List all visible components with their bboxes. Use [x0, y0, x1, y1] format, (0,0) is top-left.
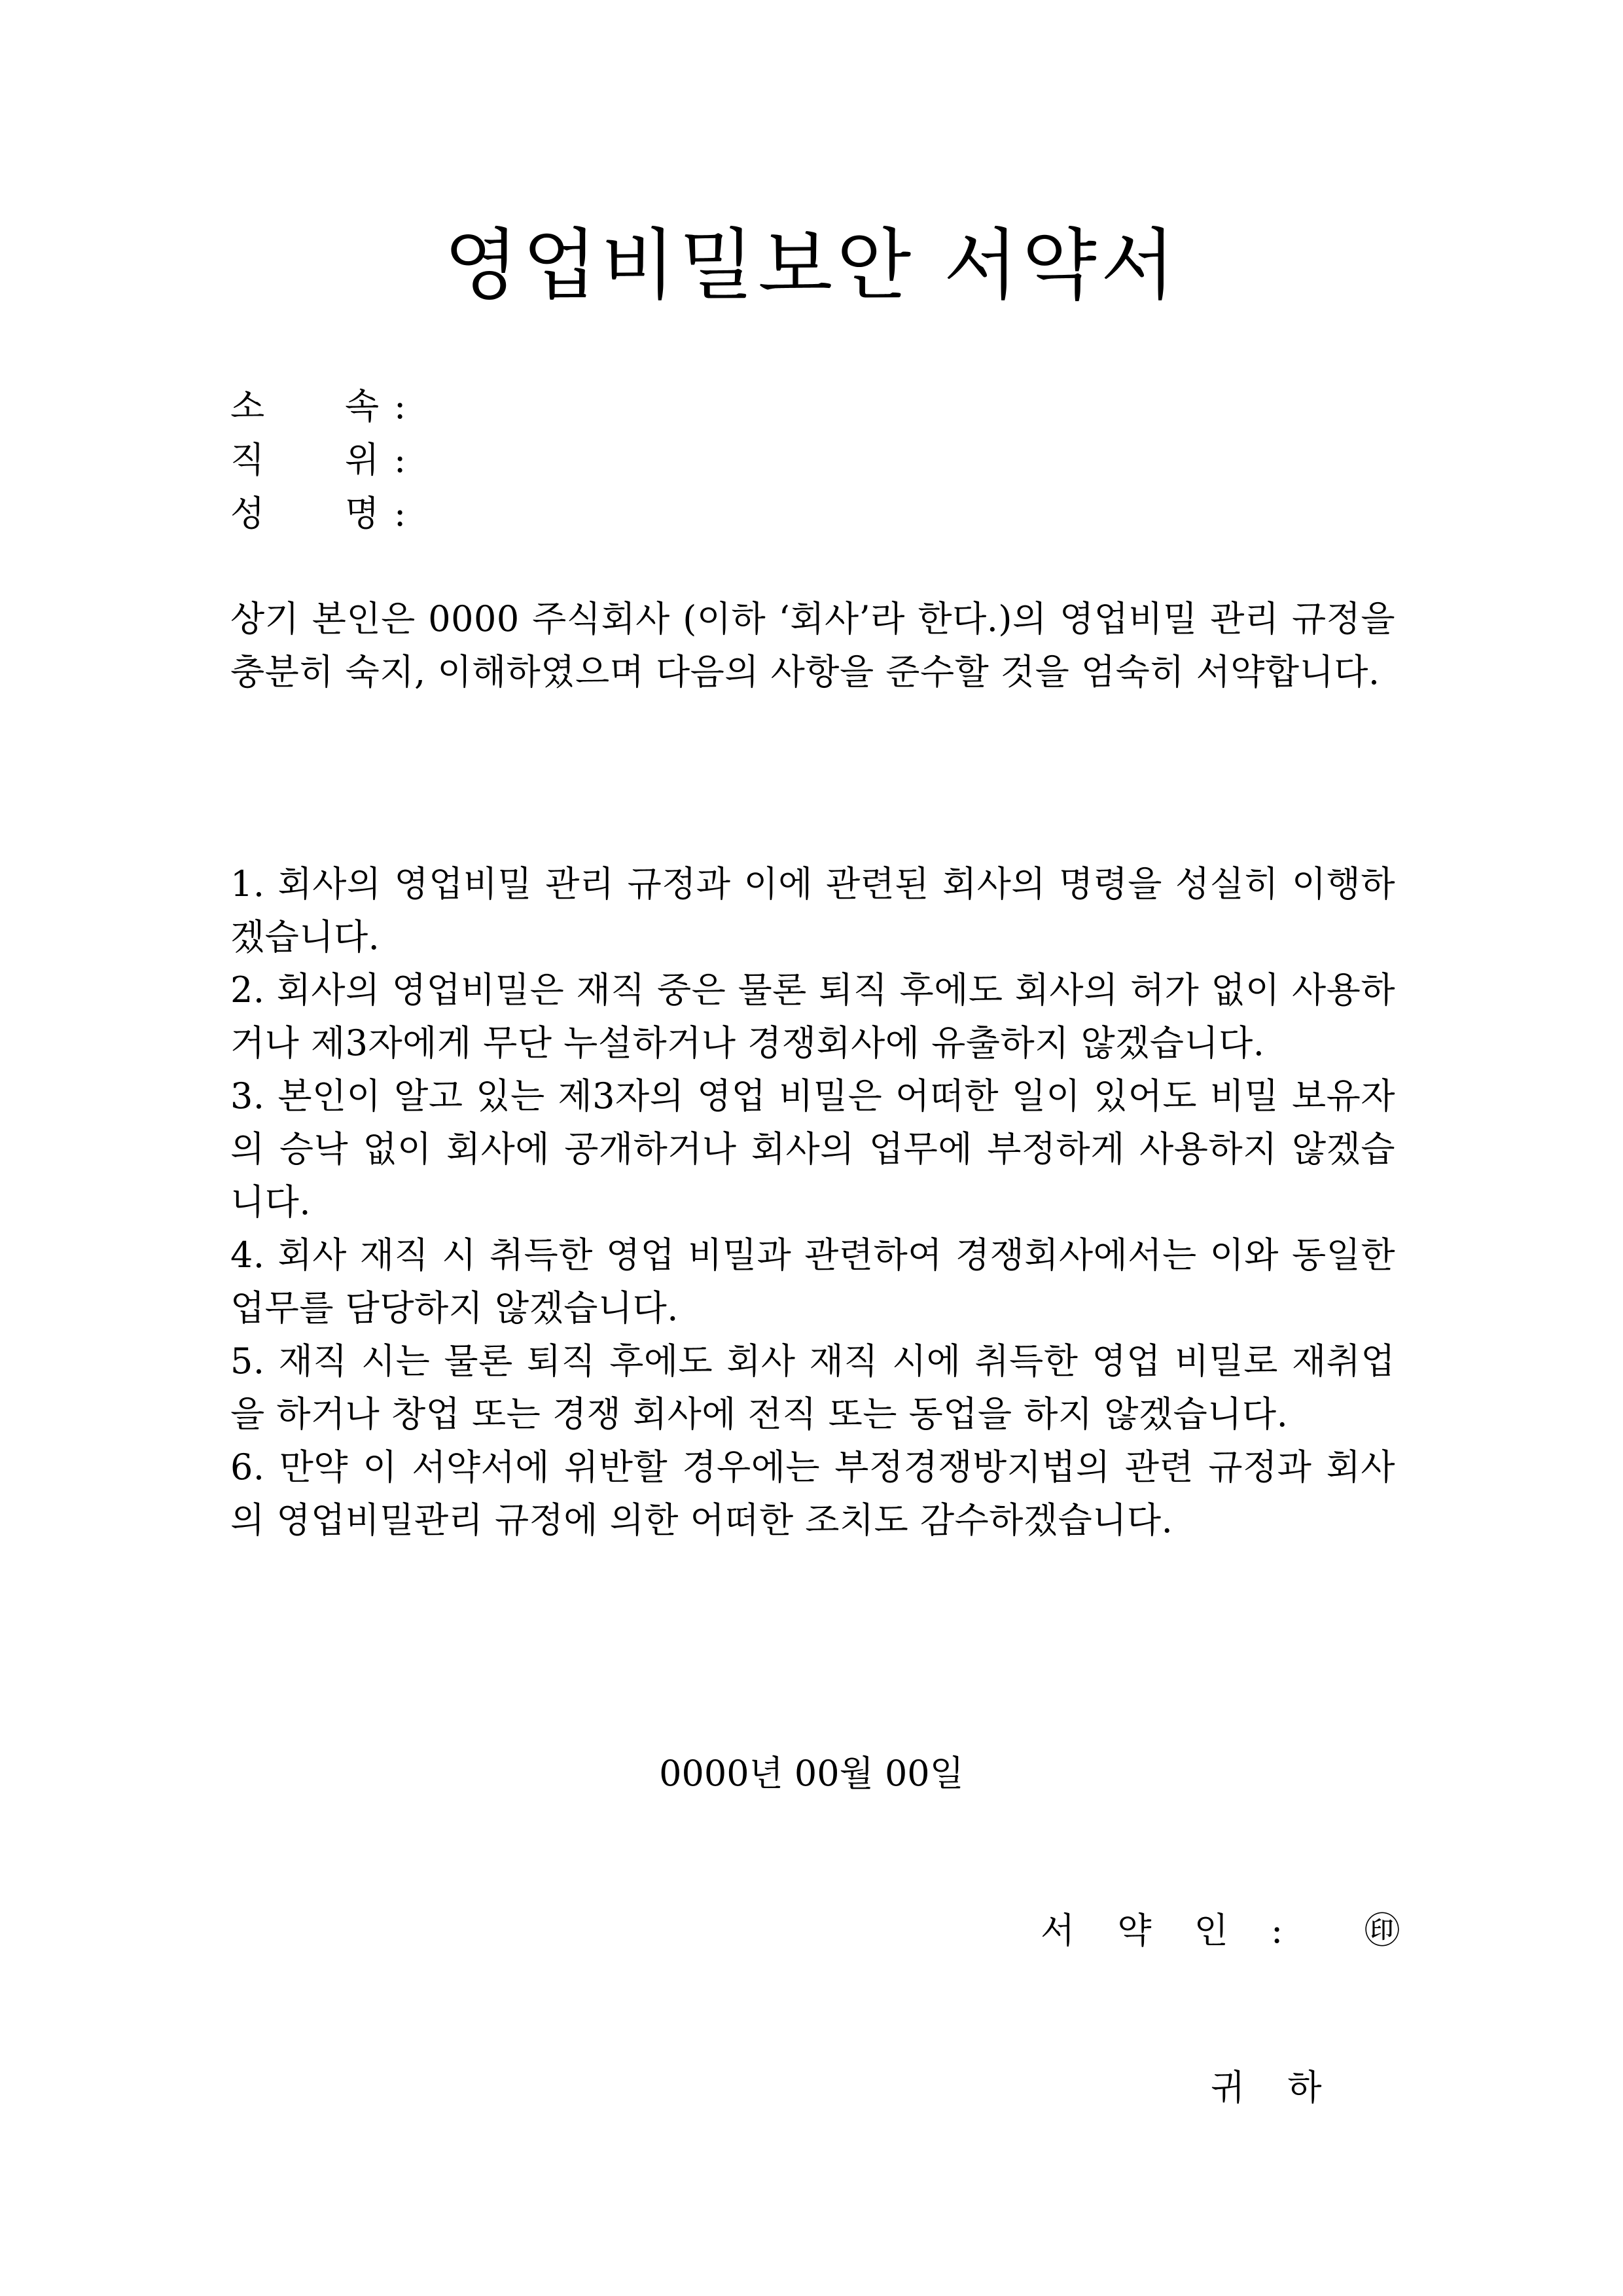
- pledge-term-4: 4. 회사 재직 시 취득한 영업 비밀과 관련하여 경쟁회사에서는 이와 동일한 업무를 담당하지 않겠습니다.: [230, 1234, 1395, 1329]
- field-label-char: 속: [345, 386, 380, 427]
- pledge-term-3: 3. 본인이 알고 있는 제3자의 영업 비밀은 어떠한 일이 있어도 비밀 보유자의 승낙 없이 회사에 공개하거나 회사의 업무에 부정하게 사용하지 않겠습니다.: [230, 1075, 1395, 1223]
- field-colon: :: [394, 386, 406, 427]
- signing-date: 0000년 00월 00일: [659, 1753, 964, 1794]
- field-label-char: 위: [345, 439, 380, 480]
- pledge-intro-paragraph: 상기 본인은 0000 주식회사 (이하 ‘회사’라 한다.)의 영업비밀 관리 규정을 충분히 숙지, 이해하였으며 다음의 사항을 준수할 것을 엄숙히 서약합니다.: [230, 598, 1395, 692]
- pledge-term-5: 5. 재직 시는 물론 퇴직 후에도 회사 재직 시에 취득한 영업 비밀로 재취업을 하거나 창업 또는 경쟁 회사에 전직 또는 동업을 하지 않겠습니다.: [230, 1340, 1395, 1435]
- field-colon: :: [394, 439, 406, 480]
- pledge-term-2: 2. 회사의 영업비밀은 재직 중은 물론 퇴직 후에도 회사의 허가 없이 사용하거나 제3자에게 무단 누설하거나 경쟁회사에 유출하지 않겠습니다.: [230, 969, 1395, 1064]
- field-label-char: 직: [230, 439, 265, 480]
- recipient-honorific: 귀 하: [1211, 2067, 1338, 2108]
- field-label-char: 소: [230, 386, 265, 427]
- field-label-char: 명: [345, 493, 380, 534]
- document-title: 영업비밀보안 서약서: [444, 220, 1179, 310]
- field-label-char: 성: [230, 493, 265, 534]
- field-colon: :: [394, 493, 406, 534]
- pledge-term-1: 1. 회사의 영업비밀 관리 규정과 이에 관련된 회사의 명령을 성실히 이행하겠습니다.: [230, 863, 1395, 958]
- signer-label: 서 약 인 :: [1041, 1910, 1299, 1951]
- pledge-term-6: 6. 만약 이 서약서에 위반할 경우에는 부정경쟁방지법의 관련 규정과 회사의 영업비밀관리 규정에 의한 어떠한 조치도 감수하겠습니다.: [230, 1446, 1395, 1541]
- seal-icon: ㊞: [1364, 1910, 1400, 1951]
- pledge-terms-list: [230, 857, 1395, 1547]
